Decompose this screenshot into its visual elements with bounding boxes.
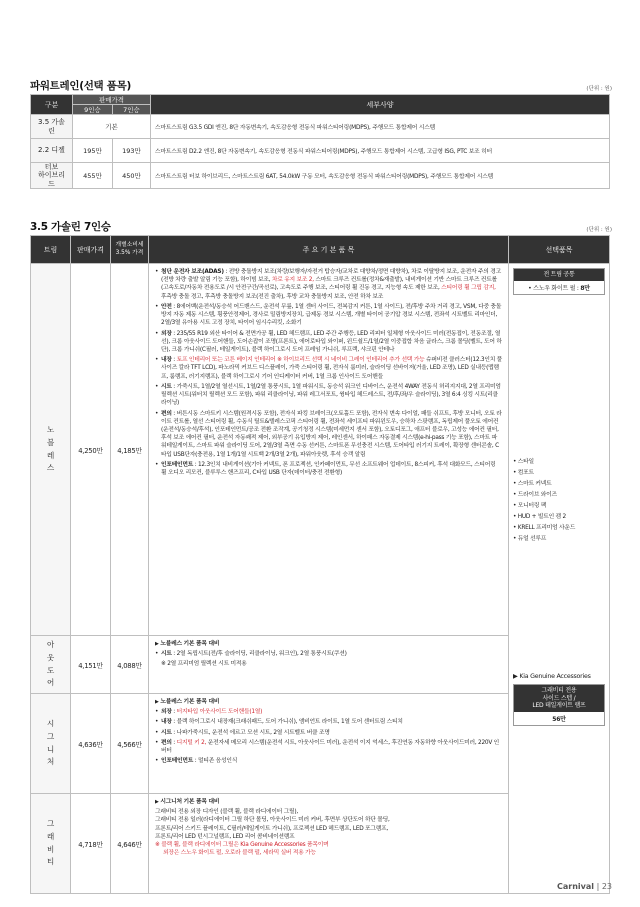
list-item: • 시트 : 가죽시트, 1열/2열 열선시트, 1열/2열 통풍시트, 1열 파워시트, 동승석 워크인 디바이스, 운전석 4WAY 전동식 허리지지대, 2열 프리미엄 릴렉션 시트(워터치 릴렉션 모드 포함), 파워 리클라이닝, 파워 레그서포트, 윙타입 헤드레스트, 전/후/좌/우 슬라이딩), 3열 6:4 싱킹 시트(리클라이닝) — [155, 383, 502, 408]
powertrain-category: 3.5 가솔린 — [31, 115, 73, 139]
trim-tax-price: 4,185만 — [111, 264, 149, 636]
list-item: 프론트/리어 LED 턴시그널램프, LED 리어 콤비네이션램프 — [155, 833, 295, 840]
col-options-header: 선택품목 — [509, 236, 610, 264]
common-option-item: • 스노우 화이트 펄 : 8만 — [528, 284, 590, 292]
feature-header: ▶ 노블레스 기본 품목 대비 — [155, 699, 220, 705]
list-item: • 외장 : 터지타입 아웃사이드 도어핸들(1열) — [155, 708, 502, 716]
list-item: • 외장 : 235/55 R19 외산 타이어 & 전면가공 휠, LED 헤드램프, LED 주간 주행등, LED 리피터 일체형 아웃사이드 미러(전동접이, 전동조절, 열선), 크롬 아웃사이드 도어핸들, 도어손잡이 조명(프론트), 에어로타입 와이퍼, 윈드쉴드/1열/2열 이중접합 차음 글라스, 크롬 몰딩(벨트, 도어 하단), 크롬 가니쉬(C필러, 테일게이트), 블랙 하이그로시 도어 프레임 가니쉬, 루프랙, 샤크핀 안테나 — [155, 330, 502, 355]
trim-price: 4,718만 — [71, 794, 111, 894]
list-item: • 내장 : 토프 인테리어 또는 코튼 베이지 인테리어 ※ 하이브리드 선택 시 네이비 그레이 인테리어 추가 선택 가능 슈퍼비전 클러스터(12.3인치 풀사이즈 칼라 TFT LCD), 파노라믹 커브드 디스플레이, 가죽 스티어링 휠, 전자식 룸미러, 슬라이딩 선바이저(거울, LED 조명), LED 실내등(맵램프, 룸램프, 러기지램프), 블랙 하이그로시 기어 인디케이터 커버, 1열 크롬 인사이드 도어핸들 — [155, 356, 502, 381]
powertrain-spec: 스마트스트림 D2.2 엔진, 8단 자동변속기, 속도감응형 전동식 파워스티어링(MDPS), 주행모드 통합제어 시스템, 고급형 ISG, PTC 보조 히터 — [151, 139, 610, 163]
powertrain-price-7: 193만 — [113, 139, 151, 163]
feature-note: ※ 2열 프리미엄 릴렉션 시트 미적용 — [161, 661, 247, 668]
list-item: • 시트 : 나파가죽시트, 운전석 에르고 모션 시트, 2열 시트벨트 버클 조명 — [155, 729, 502, 737]
list-item: • 드라이브 와이즈 — [513, 491, 557, 498]
powertrain-price-7: 450만 — [113, 163, 151, 189]
list-item: • 인포테인먼트 : 멀티존 음성인식 — [155, 757, 502, 765]
feature-list — [149, 636, 509, 694]
trim-name: 그 래 비 티 — [31, 794, 71, 894]
col-spec-header: 세부사양 — [151, 95, 610, 115]
option-list — [513, 457, 605, 545]
powertrain-price-9: 195만 — [73, 139, 113, 163]
col-features-header: 주 요 기 본 품 목 — [149, 236, 509, 264]
trims-table — [30, 235, 610, 894]
powertrain-price-9: 455만 — [73, 163, 113, 189]
trim-price: 4,250만 — [71, 264, 111, 636]
powertrain-spec: 스마트스트림 G3.5 GDI 엔진, 8단 자동변속기, 속도감응형 전동식 파워스티어링(MDPS), 주행모드 통합제어 시스템 — [151, 115, 610, 139]
list-item: • 인포테인먼트 : 12.3인치 내비게이션(기아 커넥트, 폰 프로젝션, 인카페이먼트, 무선 소프트웨어 업데이트, 8스피커, 후석 대화모드, 스티어링 휠 오디오 리모컨, 블루투스 핸즈프리, C타입 USB 단자(데이터/충전 전환형) — [155, 461, 502, 477]
col-price-header: 판매가격 — [73, 95, 151, 105]
feature-list — [149, 794, 509, 894]
feature-header: ▶ 시그니처 기본 품목 대비 — [155, 799, 220, 805]
trims-unit: (단위 : 원) — [586, 227, 612, 233]
col-category-header: 구분 — [31, 95, 73, 115]
table-row — [31, 139, 610, 163]
list-item: • KRELL 프리미엄 사운드 — [513, 524, 576, 531]
page-footer: Carnival | 23 — [557, 882, 612, 891]
list-item: • 첨단 운전자 보조(ADAS) : 전방 충돌방지 보조(차량/보행자/자전거 탑승자/교차로 대향차/정면 대향차), 차로 이탈방지 보조, 운전자 주의 경고(전방 차량 출발 알림 기능 포함), 하이빔 보조, 차로 유지 보조 2, 스마트 크루즈 컨트롤(정차&재출발), 내비게이션 기반 스마트 크루즈 컨트롤(고속도로/자동차 전용도로 /시 안전구간/곡선로), 고속도로 주행 보조, 스티어링 휠 진동 경고, 지능형 속도 제한 보조, 스티어링 휠 그립 감지, 후측방 충돌 경고, 후측방 충돌방지 보조(전진 출차), 후방 교차 충돌방지 보조, 안전 하차 보조 — [155, 268, 502, 301]
feature-note: ※ 블랙 휠, 블랙 라디에이터 그릴은 Kia Genuine Accessories 품목이며 — [155, 842, 329, 849]
list-item: • 스타일 — [513, 458, 534, 465]
list-item: • 모니터링 팩 — [513, 502, 547, 509]
powertrain-category: 2.2 디젤 — [31, 139, 73, 163]
trim-tax-price: 4,646만 — [111, 794, 149, 894]
list-item: • 안전 : 8에어백(운전석/동승석 어드밴스드, 운전석 무릎, 1열 센터 사이드, 전복감지 커튼, 1열 사이드), 전/후방 주차 거리 경고, VSM, 다중 충돌방지 자동 제동 시스템, 횡풍안정제어, 경사로 밀림방지장치, 급제동 경보 시스템, 개별 타이어 공기압 경보 시스템, 전좌석 시트벨트 리마인더, 2열/3열 유아용 시트 고정 장치, 타이어 임시수리킷, 소화기 — [155, 303, 502, 328]
trim-row-noblesse — [31, 264, 610, 636]
col-7seat-header: 7인승 — [113, 105, 151, 115]
list-item: 그래비티 전용 일러(라디에이터 그릴 하단 몰딩, 아웃사이드 미러 커버, 후면부 상단도어 하단 몰딩, — [155, 817, 390, 824]
col-tax-header: 개별소비세 3.5% 가격 — [111, 236, 149, 264]
common-option-title: 전 트림 공통 — [514, 269, 604, 281]
powertrain-price: 기본 — [73, 115, 151, 139]
feature-header: ▶ 노블레스 기본 품목 대비 — [155, 641, 220, 647]
trim-price: 4,636만 — [71, 694, 111, 794]
list-item: • 편의 : 디지털 키 2, 운전자세 메모리 시스템(운전석 시트, 아웃사이드 미러), 운전석 이지 억세스, 후진연동 자동하향 아웃사이드미러, 220V 인버터 — [155, 739, 502, 755]
list-item: • 듀얼 선루프 — [513, 535, 547, 542]
list-item: 그래비티 전용 외장 디자인 (블랙 휠, 블랙 라디에이터 그릴), — [155, 809, 298, 816]
trims-title: 3.5 가솔린 7인승 — [30, 221, 111, 233]
col-trim-header: 트림 — [31, 236, 71, 264]
feature-note: 외장은 스노우 화이트 펄, 오로라 블랙 펄, 세라믹 실버 적용 가능 — [163, 850, 316, 857]
table-row — [31, 115, 610, 139]
trim-name: 아 웃 도 어 — [31, 636, 71, 694]
feature-list — [149, 264, 509, 636]
powertrain-table — [30, 94, 610, 189]
accessories-label: ▶ Kia Genuine Accessories — [513, 672, 591, 680]
table-row — [31, 163, 610, 189]
powertrain-title: 파워트레인(선택 품목) — [30, 80, 131, 92]
trim-name: 노 블 레 스 — [31, 264, 71, 636]
options-column — [509, 264, 610, 894]
gravity-option-box — [513, 684, 605, 726]
gravity-option-price: 56만 — [552, 716, 566, 724]
powertrain-unit: (단위 : 원) — [586, 86, 612, 92]
powertrain-category: 터보 하이브리드 — [31, 163, 73, 189]
trim-tax-price: 4,088만 — [111, 636, 149, 694]
list-item: • HUD + 빌트인 캠 2 — [513, 513, 566, 520]
gravity-option-title: 그래비티 전용 사이드 스텝 / LED 테일게이트 램프 — [514, 685, 604, 712]
trim-tax-price: 4,566만 — [111, 694, 149, 794]
list-item: • 시트 : 2열 독립시트(전/후 슬라이딩, 리클라이닝, 워크인), 2열 통풍시트(쿠션) — [155, 650, 502, 658]
trim-price: 4,151만 — [71, 636, 111, 694]
list-item: • 컴포트 — [513, 469, 534, 476]
list-item: • 편의 : 버튼시동 스마트키 시스템(원격시동 포함), 전자식 파킹 브레이크(오토홀드 포함), 전자식 변속 다이얼, 패들 쉬프트, 후방 모니터, 오토 라이트 컨트롤, 열선 스티어링 휠, 수동식 틸트&텔레스코픽 스티어링 휠, 전좌석 세이프티 파워윈도우, 승하차 스팟램프, 독립제어 풀오토 에어컨(운전석/동승석/후석), 인포테인먼트/공조 전환 조작계, 공기청정 시스템(미세먼지 센서 포함), 오토디포그, 애프터 블로우, 고성능 에어컨 필터, 후석 보조 에어컨 필터, 운전석 자동쾌적 제어, 외부공기 유입방지 제어, 레인센서, 하이패스 자동결제 시스템(e-hi-pass 기능 포함), 스마트 파워테일게이트, 스마트 파워 슬라이딩 도어, 2열/3열 측면 수동 선커튼, 스마트폰 무선충전 시스템, 도어타입 러기지 트레이, 확장형 센터콘솔, C타입 USB단자(충전용, 1열 1개/1열 시트백 2개/3열 2개), 파워아웃렛, 후석 승객 알림 — [155, 410, 502, 459]
common-option-box — [513, 268, 605, 295]
col-price-header: 판매가격 — [71, 236, 111, 264]
list-item: • 내장 : 블랙 하이그로시 내장재(크래쉬패드, 도어 가니쉬), 앰비언트 라이트, 1열 도어 센터트림 스티치 — [155, 718, 502, 726]
col-9seat-header: 9인승 — [73, 105, 113, 115]
list-item: • 스마트 커넥트 — [513, 480, 552, 487]
trim-name: 시 그 니 처 — [31, 694, 71, 794]
feature-list — [149, 694, 509, 794]
list-item: 프론트/리어 스키드 플레이트, C필러/테일게이트 가니쉬), 프로젝션 LED 헤드램프, LED 포그램프, — [155, 825, 389, 832]
powertrain-spec: 스마트스트림 터보 하이브리드, 스마트스트림 6AT, 54.0kW 구동 모터, 속도감응형 전동식 파워스티어링(MDPS), 주행모드 통합제어 시스템 — [151, 163, 610, 189]
